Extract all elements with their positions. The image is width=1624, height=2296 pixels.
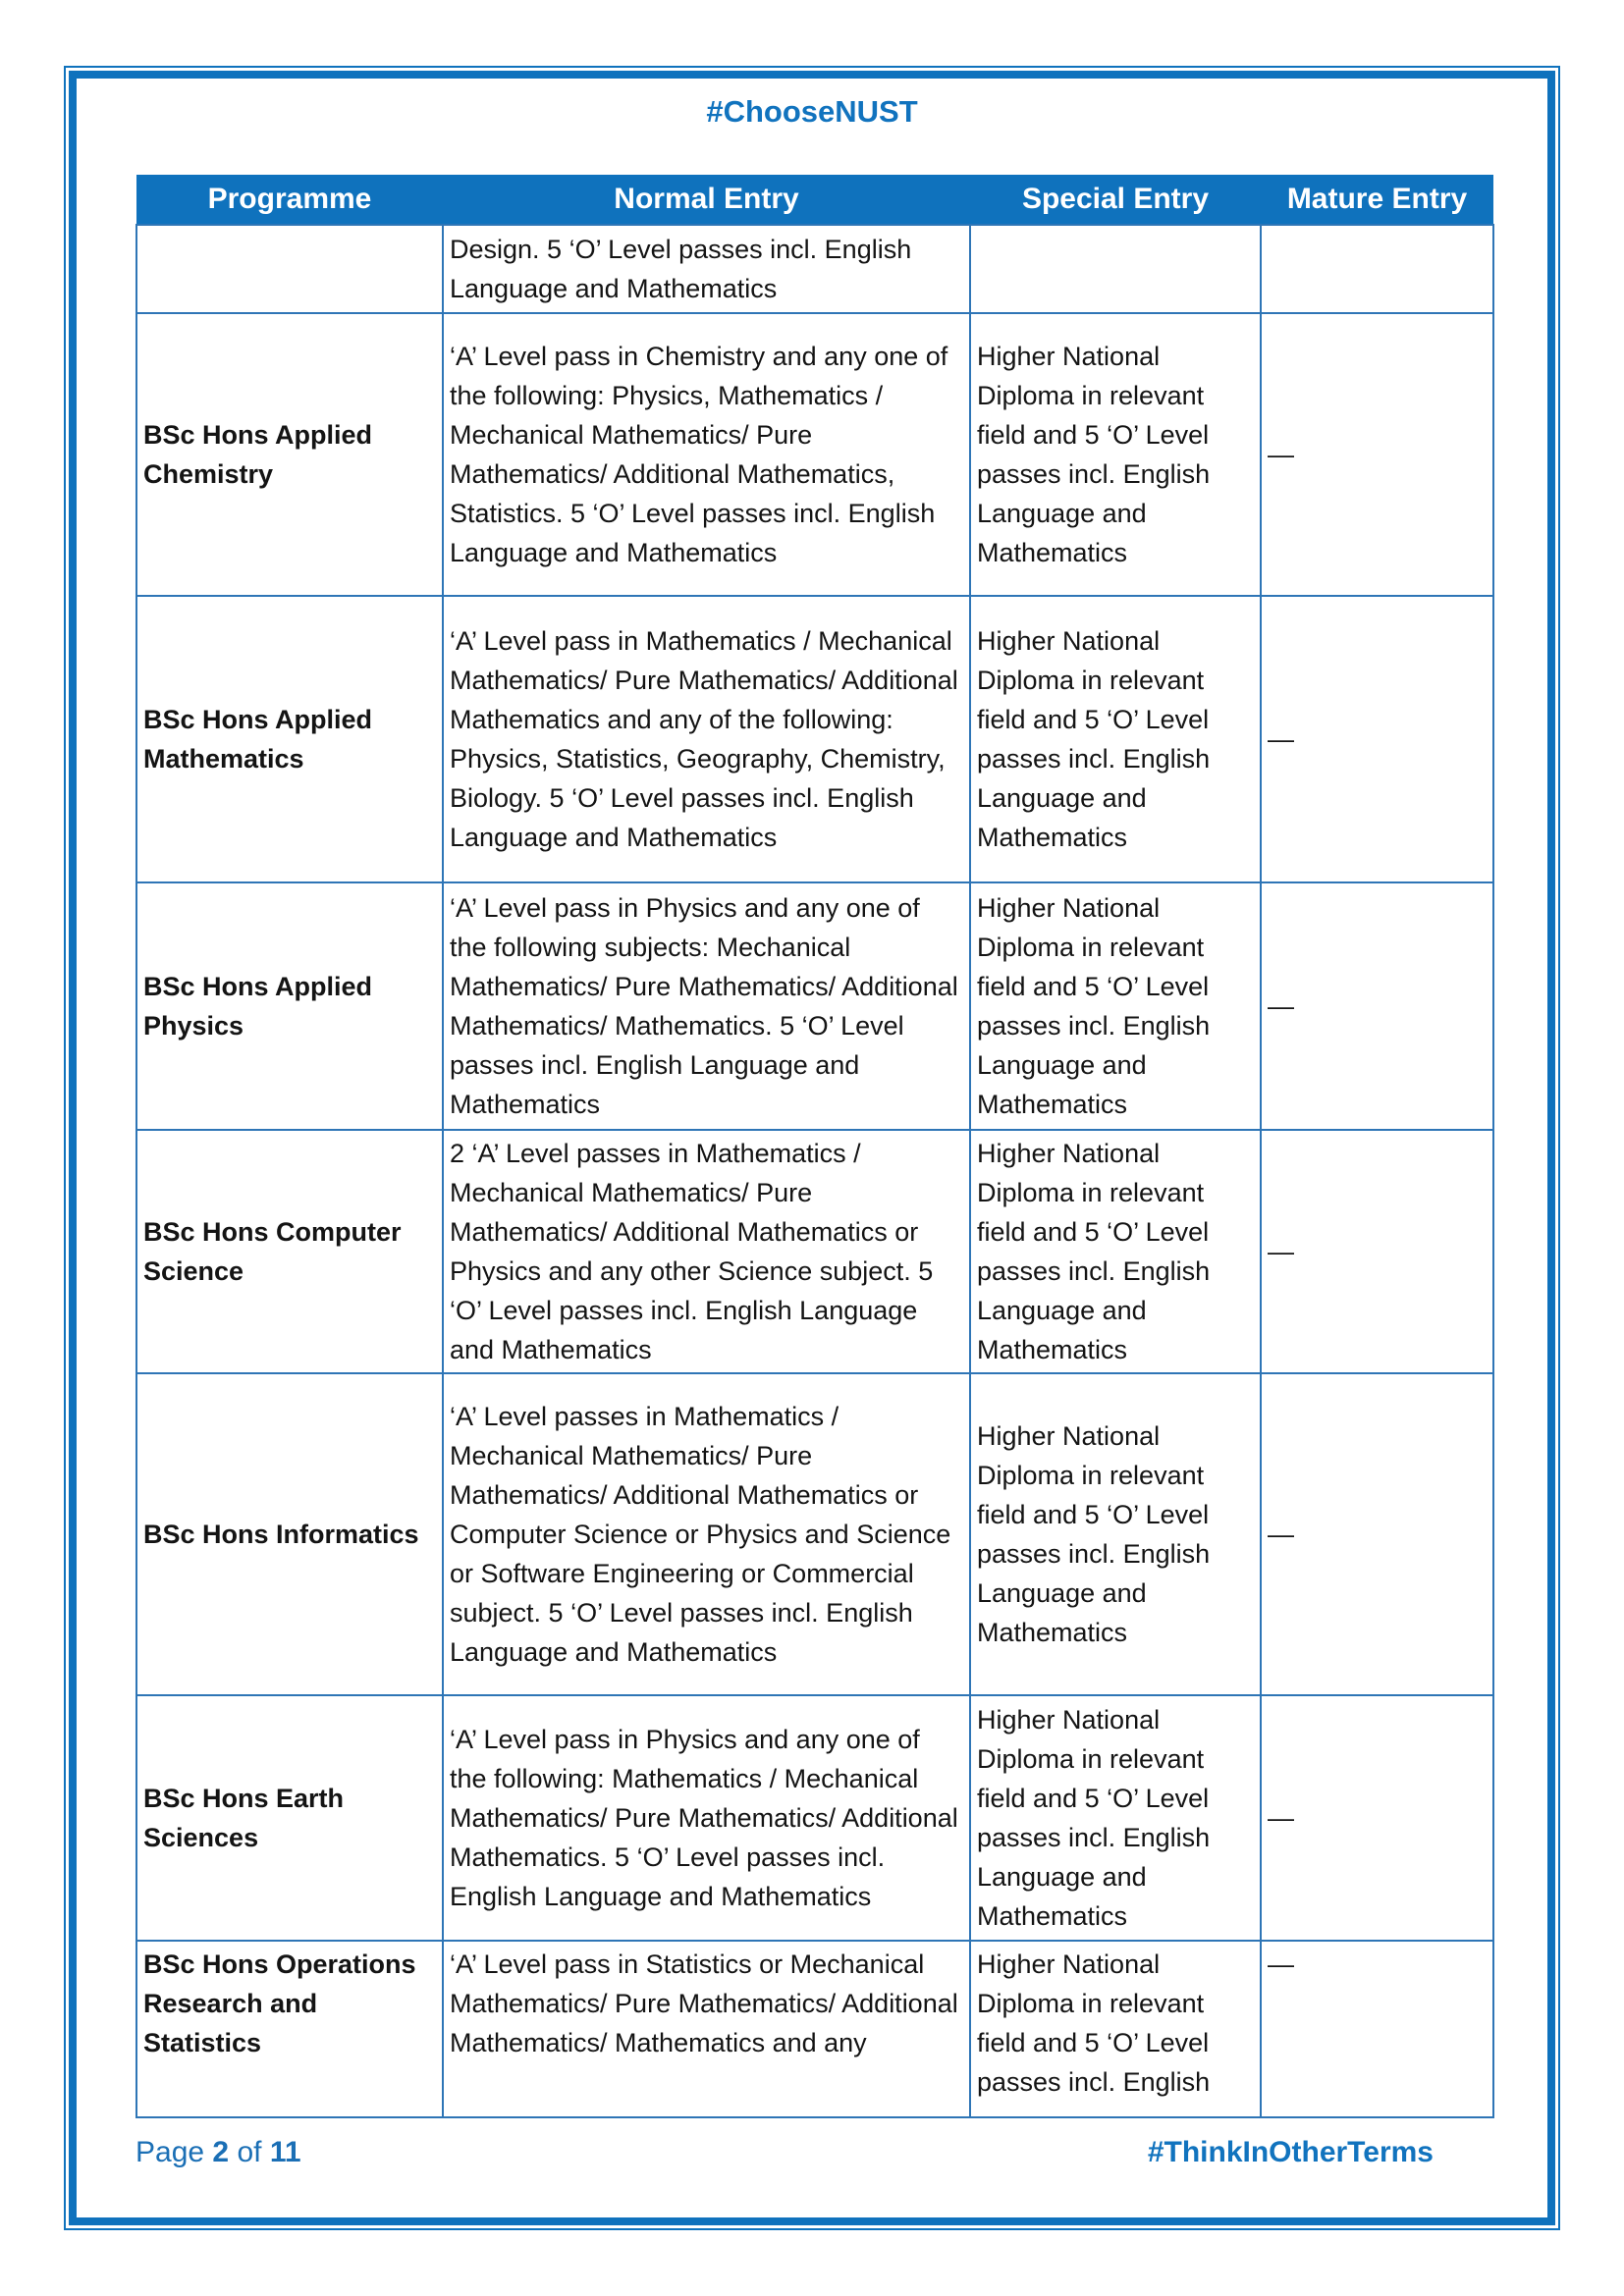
normal-entry-cell: ‘A’ Level passes in Mathematics / Mechanical Mathematics/ Pure Mathematics/ Additional Mathematics or Computer Science or Physics and Science or Software Engineering or Commercial subject. 5 ‘O’ Level passes incl. English Language and Mathematics: [443, 1373, 970, 1695]
table-row: [136, 882, 1493, 1130]
table-row: [136, 1130, 1493, 1373]
page-word: Page: [135, 2136, 205, 2168]
page-title: #ChooseNUST: [706, 94, 918, 129]
special-entry-cell: Higher National Diploma in relevant field and 5 ‘O’ Level passes incl. English Language and Mathematics: [970, 596, 1261, 882]
normal-entry-cell: ‘A’ Level pass in Statistics or Mechanical Mathematics/ Pure Mathematics/ Additional Mathematics/ Mathematics and any: [443, 1941, 970, 2117]
table-row: [136, 1373, 1493, 1695]
column-header-special-entry: Special Entry: [970, 175, 1261, 225]
special-entry-cell: Higher National Diploma in relevant field and 5 ‘O’ Level passes incl. English Language and Mathematics: [970, 1373, 1261, 1695]
normal-entry-cell: ‘A’ Level pass in Physics and any one of the following: Mathematics / Mechanical Mathematics/ Pure Mathematics/ Additional Mathematics. 5 ‘O’ Level passes incl. English Language and Mathematics: [443, 1695, 970, 1941]
mature-entry-cell: —: [1261, 596, 1493, 882]
table-row: [136, 596, 1493, 882]
normal-entry-cell: 2 ‘A’ Level passes in Mathematics / Mechanical Mathematics/ Pure Mathematics/ Additional Mathematics or Physics and any other Science subject. 5 ‘O’ Level passes incl. English Language and Mathematics: [443, 1130, 970, 1373]
programme-cell: BSc Hons Applied Physics: [136, 882, 443, 1130]
page-number: [135, 2136, 301, 2169]
table-row: [136, 313, 1493, 596]
special-entry-cell: Higher National Diploma in relevant field and 5 ‘O’ Level passes incl. English Language and Mathematics: [970, 313, 1261, 596]
programme-cell: BSc Hons Computer Science: [136, 1130, 443, 1373]
column-header-programme: Programme: [136, 175, 443, 225]
table-row: [136, 1941, 1493, 2117]
footer-hashtag: #ThinkInOtherTerms: [1147, 2136, 1434, 2168]
column-header-normal-entry: Normal Entry: [443, 175, 970, 225]
mature-entry-cell: —: [1261, 1373, 1493, 1695]
programmes-table: [135, 175, 1494, 2118]
column-header-mature-entry: Mature Entry: [1261, 175, 1493, 225]
table-row: [136, 1695, 1493, 1941]
special-entry-cell: Higher National Diploma in relevant field and 5 ‘O’ Level passes incl. English Language and Mathematics: [970, 882, 1261, 1130]
programme-cell: BSc Hons Informatics: [136, 1373, 443, 1695]
programme-cell: [136, 225, 443, 313]
programme-cell: BSc Hons Earth Sciences: [136, 1695, 443, 1941]
normal-entry-cell: Design. 5 ‘O’ Level passes incl. English Language and Mathematics: [443, 225, 970, 313]
mature-entry-cell: [1261, 225, 1493, 313]
programme-cell: BSc Hons Applied Mathematics: [136, 596, 443, 882]
table-row: [136, 225, 1493, 313]
mature-entry-cell: —: [1261, 1130, 1493, 1373]
mature-entry-cell: —: [1261, 1941, 1493, 2117]
programme-cell: BSc Hons Applied Chemistry: [136, 313, 443, 596]
page-footer: [135, 2136, 1434, 2169]
total-pages-value: 11: [269, 2136, 301, 2168]
normal-entry-cell: ‘A’ Level pass in Chemistry and any one of the following: Physics, Mathematics / Mechanical Mathematics/ Pure Mathematics/ Additional Mathematics, Statistics. 5 ‘O’ Level passes incl. English Language and Mathematics: [443, 313, 970, 596]
page-number-value: 2: [212, 2136, 230, 2168]
special-entry-cell: [970, 225, 1261, 313]
normal-entry-cell: ‘A’ Level pass in Mathematics / Mechanical Mathematics/ Pure Mathematics/ Additional Mathematics and any of the following: Physics, Statistics, Geography, Chemistry, Biology. 5 ‘O’ Level passes incl. English Language and Mathematics: [443, 596, 970, 882]
mature-entry-cell: —: [1261, 313, 1493, 596]
table-header-row: [136, 175, 1493, 225]
special-entry-cell: Higher National Diploma in relevant field and 5 ‘O’ Level passes incl. English Language and Mathematics: [970, 1130, 1261, 1373]
programme-cell: BSc Hons Operations Research and Statistics: [136, 1941, 443, 2117]
mature-entry-cell: —: [1261, 1695, 1493, 1941]
special-entry-cell: Higher National Diploma in relevant field and 5 ‘O’ Level passes incl. English Language and Mathematics: [970, 1695, 1261, 1941]
normal-entry-cell: ‘A’ Level pass in Physics and any one of the following subjects: Mechanical Mathematics/ Pure Mathematics/ Additional Mathematics/ Mathematics. 5 ‘O’ Level passes incl. English Language and Mathematics: [443, 882, 970, 1130]
of-word: of: [237, 2136, 262, 2168]
mature-entry-cell: —: [1261, 882, 1493, 1130]
special-entry-cell: Higher National Diploma in relevant field and 5 ‘O’ Level passes incl. English: [970, 1941, 1261, 2117]
